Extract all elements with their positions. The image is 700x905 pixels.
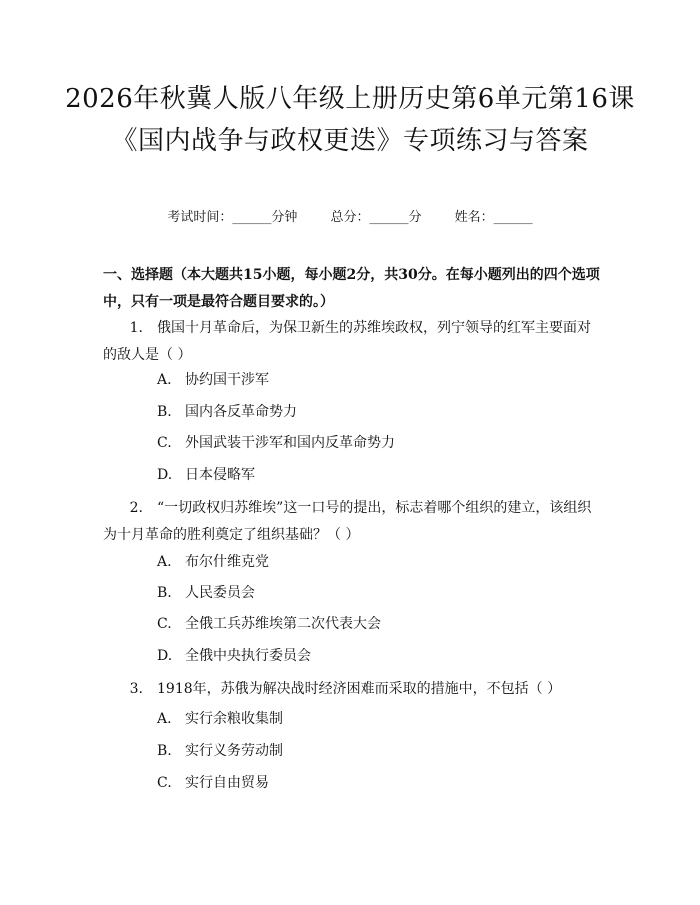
question-text: “一切政权归苏维埃”这一口号的提出，标志着哪个组织的建立，该组织为十月革命的胜利奠定了组织基础？（ ） [103, 500, 592, 543]
option-letter: A. [157, 554, 172, 570]
student-name-field: 姓名：______ [454, 210, 533, 225]
option-letter: B. [157, 743, 172, 759]
option-letter: A. [157, 711, 172, 727]
section-heading-multiple-choice: 一、选择题（本大题共15小题，每小题2分，共30分。在每小题列出的四个选项中，只有一项是最符合题目要求的。） [103, 267, 600, 310]
option-letter: B. [157, 585, 172, 601]
option-text: 实行义务劳动制 [185, 743, 283, 759]
option-text: 外国武装干涉军和国内反革命势力 [185, 435, 395, 451]
question-2-option-b [157, 583, 255, 603]
total-score-field: 总分：______分 [330, 210, 422, 225]
question-1-option-c [157, 433, 395, 453]
question-number: 2. [129, 500, 143, 516]
question-3-option-b [157, 741, 283, 761]
option-text: 国内各反革命势力 [185, 404, 297, 420]
question-1-option-d [157, 465, 255, 485]
document-title: 2026年秋冀人版八年级上册历史第6单元第16课《国内战争与政权更迭》专项练习与答案 [65, 84, 635, 156]
option-text: 日本侵略军 [185, 467, 255, 483]
option-letter: B. [157, 404, 172, 420]
option-text: 实行余粮收集制 [185, 711, 283, 727]
question-1-option-b [157, 402, 297, 422]
question-1-option-a [157, 370, 269, 390]
option-letter: D. [157, 648, 173, 664]
question-number: 1. [129, 320, 143, 336]
option-letter: C. [157, 435, 172, 451]
question-2-option-c [157, 614, 381, 634]
question-number: 3. [129, 681, 143, 697]
option-text: 布尔什维克党 [185, 554, 269, 570]
option-letter: A. [157, 372, 172, 388]
question-text: 1918年，苏俄为解决战时经济困难而采取的措施中，不包括（ ） [157, 681, 562, 697]
option-text: 全俄中央执行委员会 [185, 648, 311, 664]
question-3 [103, 676, 603, 703]
option-text: 协约国干涉军 [185, 372, 269, 388]
exam-info-line [0, 206, 700, 225]
question-3-option-c [157, 773, 269, 793]
option-letter: D. [157, 467, 173, 483]
question-2 [103, 495, 603, 549]
exam-time-field: 考试时间：______分钟 [167, 210, 298, 225]
question-text: 俄国十月革命后，为保卫新生的苏维埃政权，列宁领导的红军主要面对的敌人是（ ） [103, 320, 591, 363]
question-1 [103, 315, 603, 369]
question-3-option-a [157, 709, 283, 729]
option-text: 实行自由贸易 [185, 775, 269, 791]
option-text: 全俄工兵苏维埃第二次代表大会 [185, 616, 381, 632]
option-letter: C. [157, 616, 172, 632]
option-text: 人民委员会 [185, 585, 255, 601]
option-letter: C. [157, 775, 172, 791]
question-2-option-a [157, 552, 269, 572]
question-2-option-d [157, 646, 311, 666]
